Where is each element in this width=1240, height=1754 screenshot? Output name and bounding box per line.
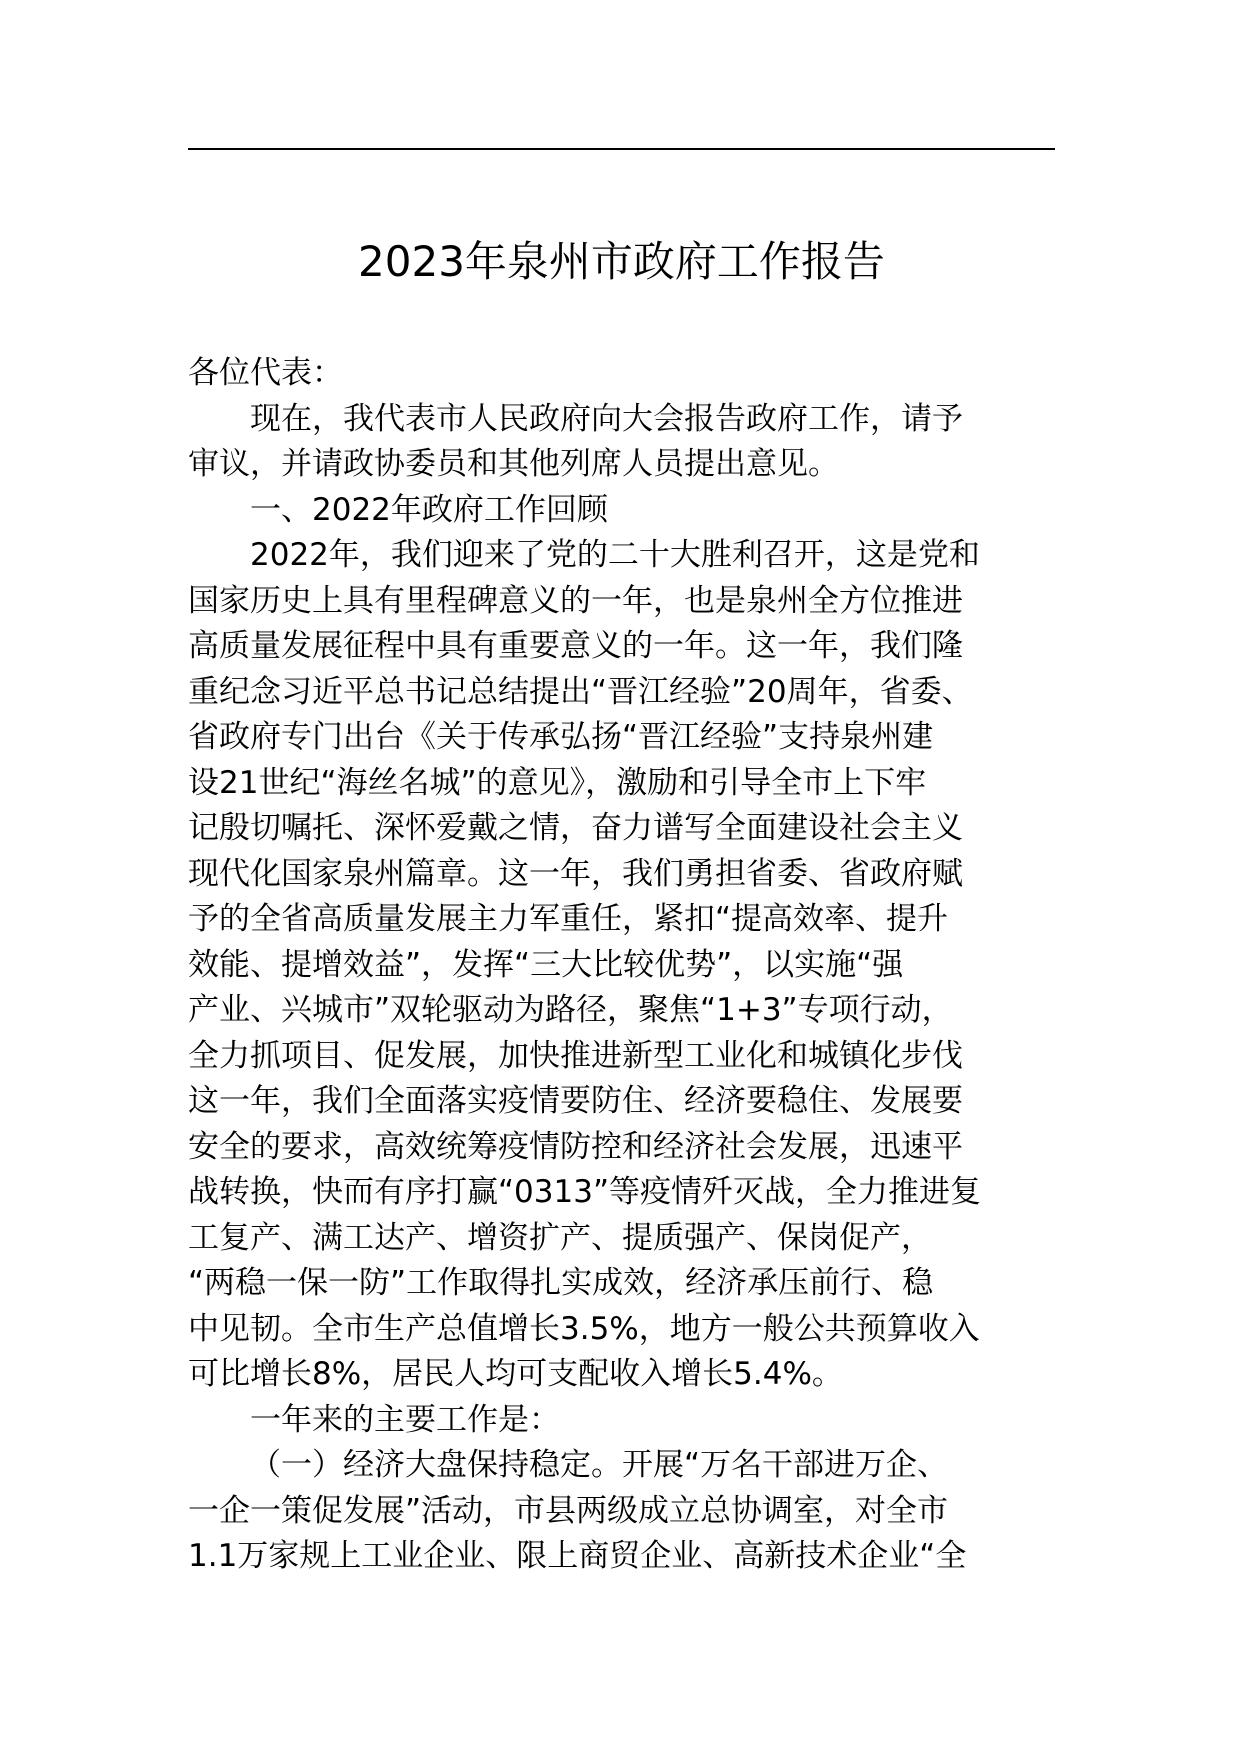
text-line: 可比增长8%，居民人均可支配收入增长5.4%。 (188, 1356, 843, 1392)
text-line: 现代化国家泉州篇章。这一年，我们勇担省委、省政府赋 (188, 855, 963, 892)
document-title: 2023年泉州市政府工作报告 (358, 237, 885, 286)
text-line: 国家历史上具有里程碑意义的一年，也是泉州全方位推进 (188, 582, 963, 619)
text-line: 这一年，我们全面落实疫情要防住、经济要稳住、发展要 (188, 1083, 963, 1119)
text-line: 产业、兴城市”双轮驱动为路径，聚焦“1+3”专项行动， (188, 992, 953, 1028)
document-body (188, 351, 1055, 1580)
text-line: 记殷切嘱托、深怀爱戴之情，奋力谱写全面建设社会主义 (188, 810, 963, 846)
text-line: 一年来的主要工作是： (250, 1401, 560, 1438)
text-line: 审议，并请政协委员和其他列席人员提出意见。 (188, 446, 839, 482)
text-line: “两稳一保一防”工作取得扎实成效，经济承压前行、稳 (188, 1265, 934, 1301)
text-line: 省政府专门出台《关于传承弘扬“晋江经验”支持泉州建 (188, 719, 934, 755)
text-line: 设21世纪“海丝名城”的意见》，激励和引导全市上下牢 (188, 764, 927, 801)
text-line: 重纪念习近平总书记总结提出“晋江经验”20周年，省委、 (188, 673, 973, 710)
text-line: （一）经济大盘保持稳定。开展“万名干部进万企、 (250, 1447, 949, 1483)
text-line: 工复产、满工达产、增资扩产、提质强产、保岗促产， (188, 1219, 932, 1256)
text-line: 2022年，我们迎来了党的二十大胜利召开，这是党和 (250, 537, 980, 573)
text-line: 高质量发展征程中具有重要意义的一年。这一年，我们隆 (188, 628, 963, 664)
text-line: 全力抓项目、促发展，加快推进新型工业化和城镇化步伐 (188, 1037, 963, 1074)
text-line: 各位代表： (188, 355, 343, 391)
text-line: 一企一策促发展”活动，市县两级成立总协调室，对全市 (188, 1492, 949, 1529)
text-line: 予的全省高质量发展主力军重任，紧扣“提高效率、提升 (188, 901, 949, 937)
text-line: 效能、提增效益”，发挥“三大比较优势”，以实施“强 (188, 946, 904, 983)
header-rule (188, 148, 1055, 150)
text-line: 战转换，快而有序打赢“0313”等疫情歼灭战，全力推进复 (188, 1174, 982, 1210)
text-line: 现在，我代表市人民政府向大会报告政府工作，请予 (250, 400, 963, 437)
text-line: 安全的要求，高效统筹疫情防控和经济社会发展，迅速平 (188, 1128, 963, 1165)
text-line: 中见韧。全市生产总值增长3.5%，地方一般公共预算收入 (188, 1310, 980, 1347)
text-line: 1.1万家规上工业企业、限上商贸企业、高新技术企业“全 (188, 1538, 967, 1574)
text-line: 一、2022年政府工作回顾 (250, 491, 608, 528)
